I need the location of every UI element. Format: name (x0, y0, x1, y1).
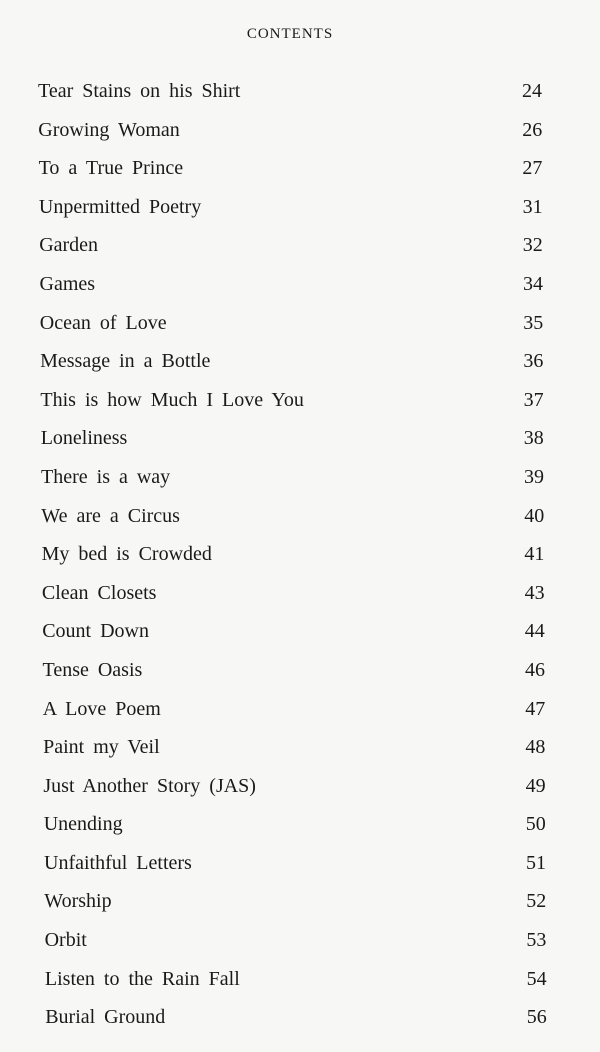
entry-title: A Love Poem (42, 697, 161, 720)
entry-title: Worship (44, 890, 112, 913)
table-of-contents (0, 76, 600, 1041)
entry-title: We are a Circus (41, 504, 180, 527)
entry-page-number: 51 (526, 851, 546, 874)
entry-page-number: 40 (524, 504, 545, 527)
entry-title: Unending (43, 813, 123, 836)
entry-title: Loneliness (40, 427, 128, 450)
toc-entry (0, 192, 600, 231)
entry-page-number: 52 (526, 890, 547, 913)
toc-entry (0, 578, 600, 617)
entry-page-number: 46 (525, 658, 545, 681)
entry-page-number: 27 (522, 157, 543, 180)
entry-title: Burial Ground (45, 1006, 166, 1029)
entry-page-number: 36 (523, 350, 544, 373)
toc-entry (0, 809, 600, 848)
toc-entry (0, 771, 600, 810)
entry-page-number: 26 (522, 118, 543, 141)
entry-title: Orbit (44, 929, 87, 952)
toc-entry (0, 848, 600, 887)
toc-entry (0, 501, 600, 540)
entry-title: Clean Closets (41, 581, 157, 604)
toc-entry (0, 346, 600, 385)
entry-page-number: 38 (523, 427, 544, 450)
entry-page-number: 54 (526, 967, 547, 990)
entry-title: Garden (39, 234, 99, 257)
toc-entry (0, 539, 600, 578)
toc-entry (0, 269, 600, 308)
entry-title: Message in a Bottle (40, 350, 211, 373)
entry-title: There is a way (41, 465, 171, 488)
toc-entry (0, 732, 600, 771)
entry-page-number: 34 (523, 272, 543, 295)
toc-entry (0, 925, 600, 964)
entry-title: This is how Much I Love You (40, 388, 304, 411)
toc-entry (0, 462, 600, 501)
entry-title: Just Another Story (JAS) (43, 774, 256, 797)
entry-title: Count Down (42, 620, 149, 643)
entry-title: Unpermitted Poetry (38, 195, 202, 218)
entry-page-number: 47 (525, 697, 546, 720)
toc-entry (0, 616, 600, 655)
entry-title: Tear Stains on his Shirt (38, 80, 241, 102)
toc-entry (0, 423, 600, 462)
entry-page-number: 24 (522, 80, 542, 102)
toc-entry (0, 964, 600, 1003)
entry-page-number: 39 (524, 465, 544, 488)
entry-title: Listen to the Rain Fall (44, 967, 240, 990)
entry-page-number: 41 (524, 543, 545, 566)
toc-entry (0, 655, 600, 694)
entry-title: Paint my Veil (43, 736, 160, 759)
entry-page-number: 48 (525, 736, 546, 759)
entry-page-number: 31 (522, 195, 543, 218)
entry-page-number: 37 (523, 388, 544, 411)
entry-page-number: 44 (524, 620, 545, 643)
entry-page-number: 35 (523, 311, 544, 334)
entry-title: Games (39, 272, 96, 295)
entry-title: Growing Woman (38, 118, 180, 141)
toc-entry (0, 115, 600, 154)
entry-title: Unfaithful Letters (44, 851, 192, 874)
entry-title: Ocean of Love (39, 311, 167, 334)
entry-page-number: 53 (526, 929, 547, 952)
toc-entry (0, 153, 600, 192)
entry-title: Tense Oasis (42, 658, 143, 681)
toc-entry (0, 1002, 600, 1041)
entry-page-number: 56 (526, 1006, 547, 1029)
entry-page-number: 50 (525, 813, 546, 836)
entry-page-number: 32 (522, 234, 543, 257)
toc-entry (0, 76, 600, 115)
contents-heading: CONTENTS (246, 26, 334, 42)
entry-title: To a True Prince (38, 157, 184, 180)
toc-entry (0, 230, 600, 269)
toc-entry (0, 308, 600, 347)
entry-title: My bed is Crowded (41, 543, 212, 566)
entry-page-number: 43 (524, 581, 545, 604)
entry-page-number: 49 (525, 774, 546, 797)
toc-entry (0, 886, 600, 925)
toc-entry (0, 694, 600, 733)
toc-entry (0, 385, 600, 424)
